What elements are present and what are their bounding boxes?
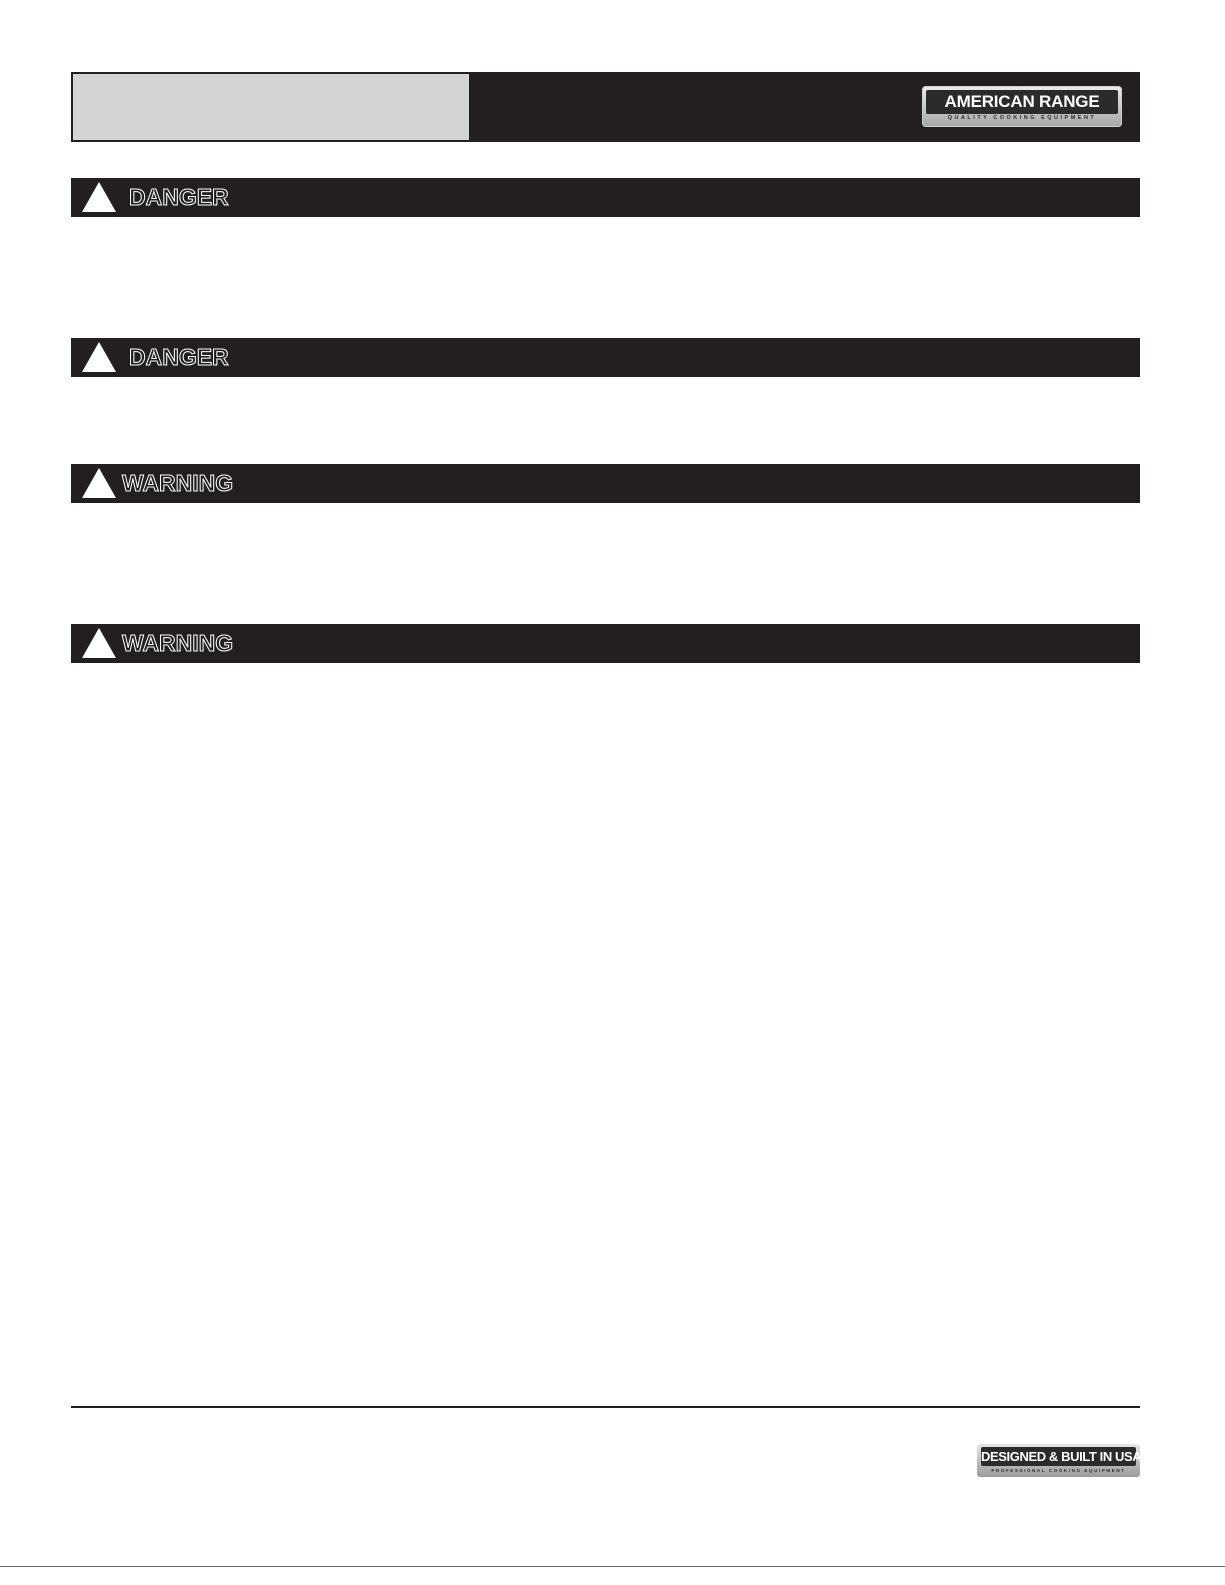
danger-banner — [71, 178, 1140, 217]
brand-tagline: QUALITY COOKING EQUIPMENT — [947, 115, 1097, 121]
page-bottom-divider — [0, 1566, 1225, 1567]
warning-triangle-icon — [81, 341, 117, 373]
alert-label: DANGER — [129, 184, 229, 210]
warning-triangle-icon — [81, 467, 117, 499]
header-title-panel — [73, 74, 469, 140]
warning-triangle-icon — [81, 627, 117, 659]
badge-title: DESIGNED & BUILT IN USA — [981, 1449, 1142, 1464]
warning-banner — [71, 624, 1140, 663]
alert-label: WARNING — [122, 630, 234, 656]
alert-label: WARNING — [122, 470, 234, 496]
footer-divider — [71, 1406, 1140, 1408]
warning-banner — [71, 464, 1140, 503]
page-header — [71, 72, 1140, 142]
warning-triangle-icon — [81, 181, 117, 213]
alert-label: DANGER — [129, 344, 229, 370]
american-range-logo — [922, 86, 1122, 127]
danger-banner — [71, 338, 1140, 377]
badge-tagline: PROFESSIONAL COOKING EQUIPMENT — [991, 1468, 1126, 1473]
brand-name: AMERICAN RANGE — [926, 90, 1118, 114]
designed-built-usa-badge — [977, 1444, 1140, 1477]
